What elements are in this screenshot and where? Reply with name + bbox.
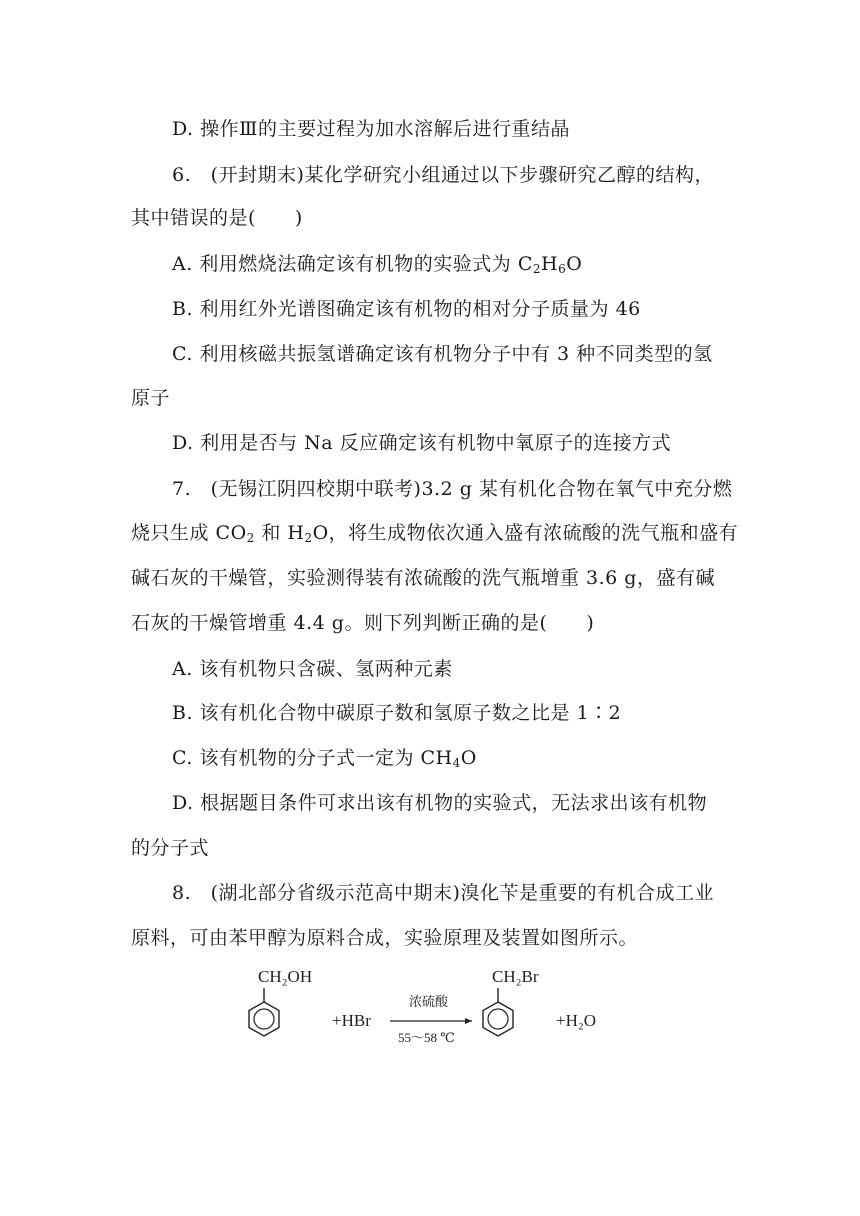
reaction-arrowhead-icon xyxy=(465,1018,472,1024)
subscript: 2 xyxy=(304,531,313,545)
option-7c xyxy=(172,745,477,771)
option-7c-text: C. 该有机物的分子式一定为 CH xyxy=(172,747,453,769)
condition-label: 55～58 ℃ xyxy=(398,1030,455,1045)
question-7-line1: 7. (无锡江阴四校期中联考)3.2 g 某有机化合物在氧气中充分燃 xyxy=(172,478,733,500)
benzene-ring-circle-icon xyxy=(254,1009,274,1029)
byproduct-water-label: +H₂O xyxy=(556,1011,597,1030)
option-6a xyxy=(172,251,582,277)
subscript: 2 xyxy=(532,262,542,276)
benzene-ring-circle-icon xyxy=(488,1009,508,1029)
option-5d: D. 操作Ⅲ的主要过程为加水溶解后进行重结晶 xyxy=(172,118,570,140)
q7-text: 和 H xyxy=(254,522,305,544)
question-7-line3: 碱石灰的干燥管，实验测得装有浓硫酸的洗气瓶增重 3.6 g，盛有碱 xyxy=(131,567,715,589)
question-7-line4: 石灰的干燥管增重 4.4 g。则下列判断正确的是( ) xyxy=(131,612,595,634)
subscript: 4 xyxy=(452,756,461,770)
question-6-line1: 6. (开封期末)某化学研究小组通过以下步骤研究乙醇的结构， xyxy=(172,164,714,186)
option-6c-line1: C. 利用核磁共振氢谱确定该有机物分子中有 3 种不同类型的氢 xyxy=(172,343,713,365)
q7-text: 烧只生成 CO xyxy=(131,522,247,544)
product-group-label: CH₂Br xyxy=(492,967,539,986)
option-7a: A. 该有机物只含碳、氢两种元素 xyxy=(172,658,453,680)
option-6b: B. 利用红外光谱图确定该有机物的相对分子质量为 46 xyxy=(172,298,641,320)
question-8-line1: 8. (湖北部分省级示范高中期末)溴化苄是重要的有机合成工业 xyxy=(172,882,714,904)
subscript: 6 xyxy=(558,262,567,276)
question-8-line2: 原料，可由苯甲醇为原料合成，实验原理及装置如图所示。 xyxy=(131,927,639,949)
question-6-line2: 其中错误的是( ) xyxy=(131,207,303,229)
option-6a-text: H xyxy=(541,253,559,275)
reaction-svg xyxy=(232,960,632,1055)
option-6a-text: A. 利用燃烧法确定该有机物的实验式为 C xyxy=(172,253,533,275)
subscript: 2 xyxy=(246,531,255,545)
reactant-group-label: CH₂OH xyxy=(258,967,313,986)
option-7b: B. 该有机化合物中碳原子数和氢原子数之比是 1∶2 xyxy=(172,702,622,724)
option-6a-text: O xyxy=(566,253,583,275)
option-7c-text: O xyxy=(460,747,477,769)
option-6c-line2: 原子 xyxy=(131,387,171,409)
question-7-line2 xyxy=(131,520,738,546)
reaction-scheme xyxy=(232,960,632,1055)
reagent-hbr-label: +HBr xyxy=(332,1011,371,1030)
catalyst-label: 浓硫酸 xyxy=(409,994,449,1009)
option-7d-line1: D. 根据题目条件可求出该有机物的实验式，无法求出该有机物 xyxy=(172,792,708,814)
option-7d-line2: 的分子式 xyxy=(131,837,210,859)
q7-text: O，将生成物依次通入盛有浓硫酸的洗气瓶和盛有 xyxy=(312,522,739,544)
option-6d: D. 利用是否与 Na 反应确定该有机物中氧原子的连接方式 xyxy=(172,432,672,454)
